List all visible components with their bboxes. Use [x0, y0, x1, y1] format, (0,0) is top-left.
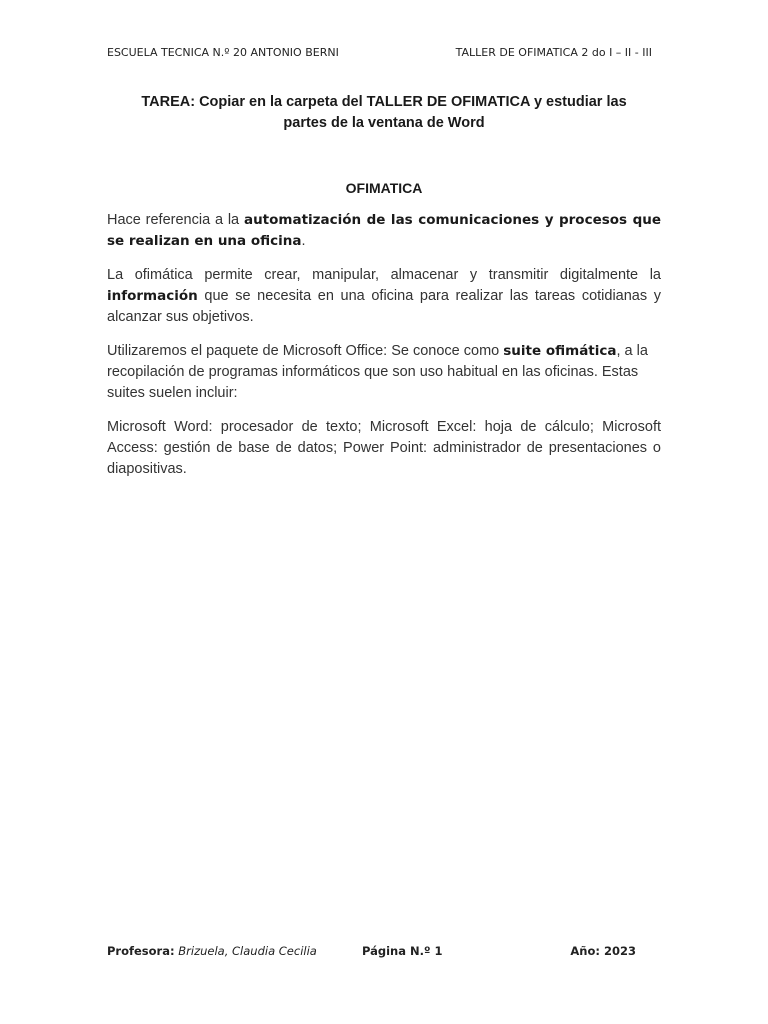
year: Año: 2023	[570, 944, 636, 958]
document-body	[107, 210, 661, 493]
teacher-name: Brizuela, Claudia Cecilia	[178, 944, 317, 958]
page-header	[107, 46, 652, 59]
school-name: ESCUELA TECNICA N.º 20 ANTONIO BERNI	[107, 46, 339, 59]
course-name: TALLER DE OFIMATICA 2 do I – II - III	[455, 46, 652, 59]
p3-text: Utilizaremos el paquete de Microsoft Office: Se conoce como	[107, 343, 504, 359]
teacher-label: Profesora:	[107, 944, 175, 958]
paragraph-programs: Microsoft Word: procesador de texto; Microsoft Excel: hoja de cálculo; Microsoft Access: gestión de base de datos; Power Point: administrador de presentaciones o diapositivas.	[107, 419, 661, 477]
p1-end: .	[301, 233, 306, 249]
teacher	[107, 944, 317, 958]
p1-bold: automatización de las comunicaciones y procesos que se realizan en una oficina	[107, 212, 662, 249]
task-title-line-2: partes de la ventana de Word	[283, 115, 485, 131]
paragraph-suite	[107, 341, 661, 404]
section-heading: OFIMATICA	[345, 180, 423, 196]
p2-text: La ofimática permite crear, manipular, almacenar y transmitir digitalmente la	[107, 267, 661, 283]
page-number: Página N.º 1	[362, 944, 443, 958]
p3-bold: suite ofimática	[503, 343, 617, 359]
p2-bold: información	[107, 288, 198, 304]
task-title	[107, 92, 661, 134]
p3-end: , a la recopilación de programas informáticos que son uso habitual en las oficinas. Estas suites suelen incluir:	[107, 343, 648, 401]
paragraph-purpose	[107, 265, 661, 328]
paragraph-definition	[107, 210, 661, 252]
p1-text: Hace referencia a la	[107, 212, 244, 228]
task-title-line-1: TAREA: Copiar en la carpeta del TALLER DE OFIMATICA y estudiar las	[141, 94, 627, 110]
p2-end: que se necesita en una oficina para realizar las tareas cotidianas y alcanzar sus objetivos.	[107, 288, 661, 325]
